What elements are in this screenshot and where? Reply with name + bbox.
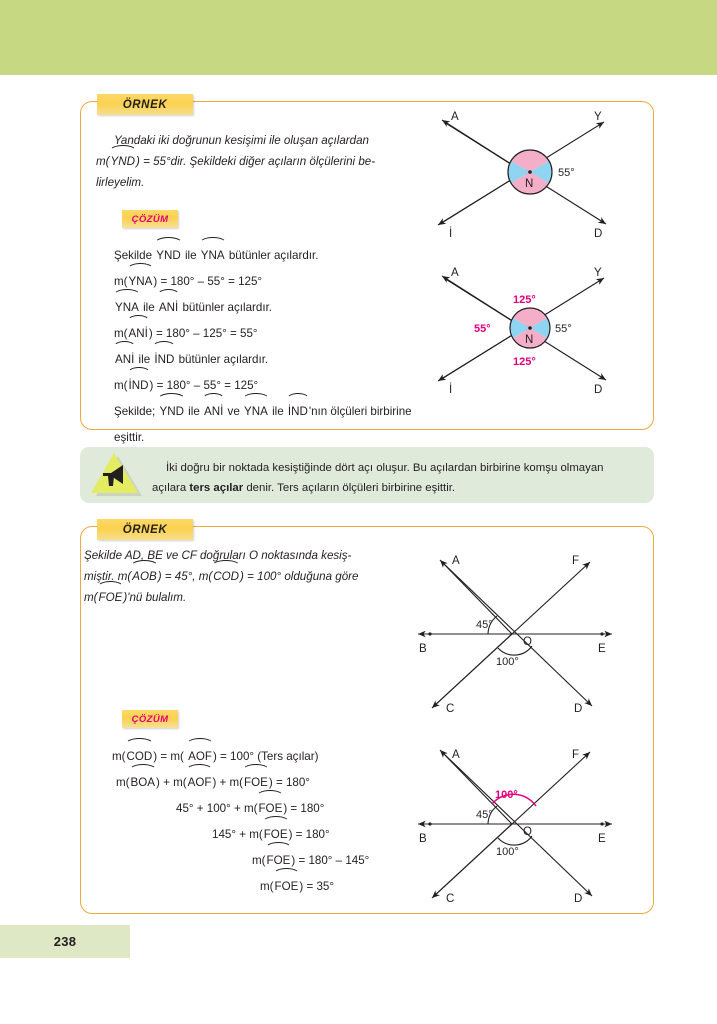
figure-3-label-A: A [452,555,460,567]
line-cf-back [432,634,512,708]
solution-line: m(COD) = m( AOF) = 100° (Ters açılar) [112,744,432,770]
callout-line: İki doğru bir noktada kesiştiğinde dört açı oluşur. Bu açılardan birbirine komşu olmayan [166,462,604,474]
solution-label-2-text: ÇÖZÜM [131,713,169,725]
figure-3-angle-45: 45° [476,619,493,631]
page-header-band [0,0,717,75]
page-number-box [0,925,130,958]
figure-3-label-B: B [419,643,427,655]
page-number: 238 [53,934,77,949]
figure-2-label-Y: Y [594,267,602,279]
example-label-2 [97,519,193,540]
figure-2 [418,262,623,394]
example-2-problem [84,545,402,608]
solution-line: 145° + m(FOE) = 180° [112,822,432,848]
figure-3-angle-100: 100° [496,656,519,668]
figure-3 [412,548,620,718]
figure-4-angle-45: 45° [476,809,493,821]
solution-line: m(YNA) = 180° – 55° = 125° [114,269,444,295]
solution-label-2 [122,710,178,728]
solution-line: m(ANİ) = 180° – 125° = 55° [114,321,444,347]
problem-line: m(FOE)'nü bulalım. [84,587,402,608]
example-2-solution [112,744,432,900]
figure-2-label-I: İ [449,384,453,394]
figure-1-vertex-N: N [525,178,534,190]
figure-3-vertex-O: O [523,636,532,648]
callout-bold-term: ters açılar [189,482,244,494]
solution-line: ANİ ile İND bütünler açılardır. [114,347,444,373]
figure-1 [418,106,623,238]
solution-line: m(FOE) = 180° – 145° [112,848,432,874]
figure-1-angle-55: 55° [558,167,575,179]
figure-1-label-A: A [451,111,459,123]
solution-line: Şekilde YND ile YNA bütünler açılardır. [114,243,444,269]
figure-4-label-E: E [598,833,606,845]
solution-line: m(FOE) = 35° [112,874,432,900]
figure-3-label-F: F [572,555,580,567]
solution-line: m(İND) = 180° – 55° = 125° [114,373,444,399]
info-callout-text [152,458,644,498]
example-label-1-text: ÖRNEK [122,98,168,111]
problem-line: Şekilde AD, BE ve CF doğruları O noktasında kesiş- [84,549,352,562]
problem-line: Yandaki iki doğrunun kesişimi ile oluşan açılardan [114,134,369,147]
figure-4-angle-100-pink: 100° [495,789,518,801]
figure-4-label-D: D [574,893,583,905]
line-cf-back [432,824,512,898]
example-label-1 [97,94,193,115]
figure-2-angle-left: 55° [474,323,491,335]
callout-line: açılara ters açılar denir. Ters açıların ölçüleri birbirine eşittir. [152,482,456,494]
example-label-2-text: ÖRNEK [122,523,168,536]
figure-4-angle-100: 100° [496,846,519,858]
figure-3-label-E: E [598,643,606,655]
solution-label-1 [122,210,178,228]
figure-3-label-D: D [574,703,583,715]
megaphone-warning-icon [88,450,144,500]
figure-2-angle-right: 55° [555,323,572,335]
figure-2-vertex-N: N [525,334,534,346]
figure-4 [412,738,620,908]
figure-4-label-F: F [572,749,580,761]
figure-4-vertex-O: O [523,826,532,838]
solution-line: 45° + 100° + m(FOE) = 180° [112,796,432,822]
solution-label-1-text: ÇÖZÜM [131,213,169,225]
example-1-solution [114,243,444,451]
example-1-problem [96,130,414,193]
problem-line: lirleyelim. [96,176,145,189]
problem-line: m(YND) = 55°dir. Şekildeki diğer açıların ölçülerini be- [96,151,414,172]
figure-3-label-C: C [446,703,455,715]
solution-line: YNA ile ANİ bütünler açılardır. [114,295,444,321]
figure-2-label-D: D [594,384,603,394]
figure-2-angle-bottom: 125° [513,356,536,368]
figure-1-label-Y: Y [594,111,602,123]
figure-2-label-A: A [451,267,459,279]
figure-4-label-A: A [452,749,460,761]
figure-4-label-C: C [446,893,455,905]
figure-1-label-I: İ [449,228,453,238]
figure-2-angle-top: 125° [513,294,536,306]
figure-1-label-D: D [594,228,603,238]
solution-line: m(BOA) + m(AOF) + m(FOE) = 180° [112,770,432,796]
figure-4-label-B: B [419,833,427,845]
solution-line: Şekilde; YND ile ANİ ve YNA ile İND'nın ölçüleri birbirine eşittir. [114,399,444,451]
problem-line: miştir. m(AOB) = 45°, m(COD) = 100° olduğuna göre [84,566,402,587]
